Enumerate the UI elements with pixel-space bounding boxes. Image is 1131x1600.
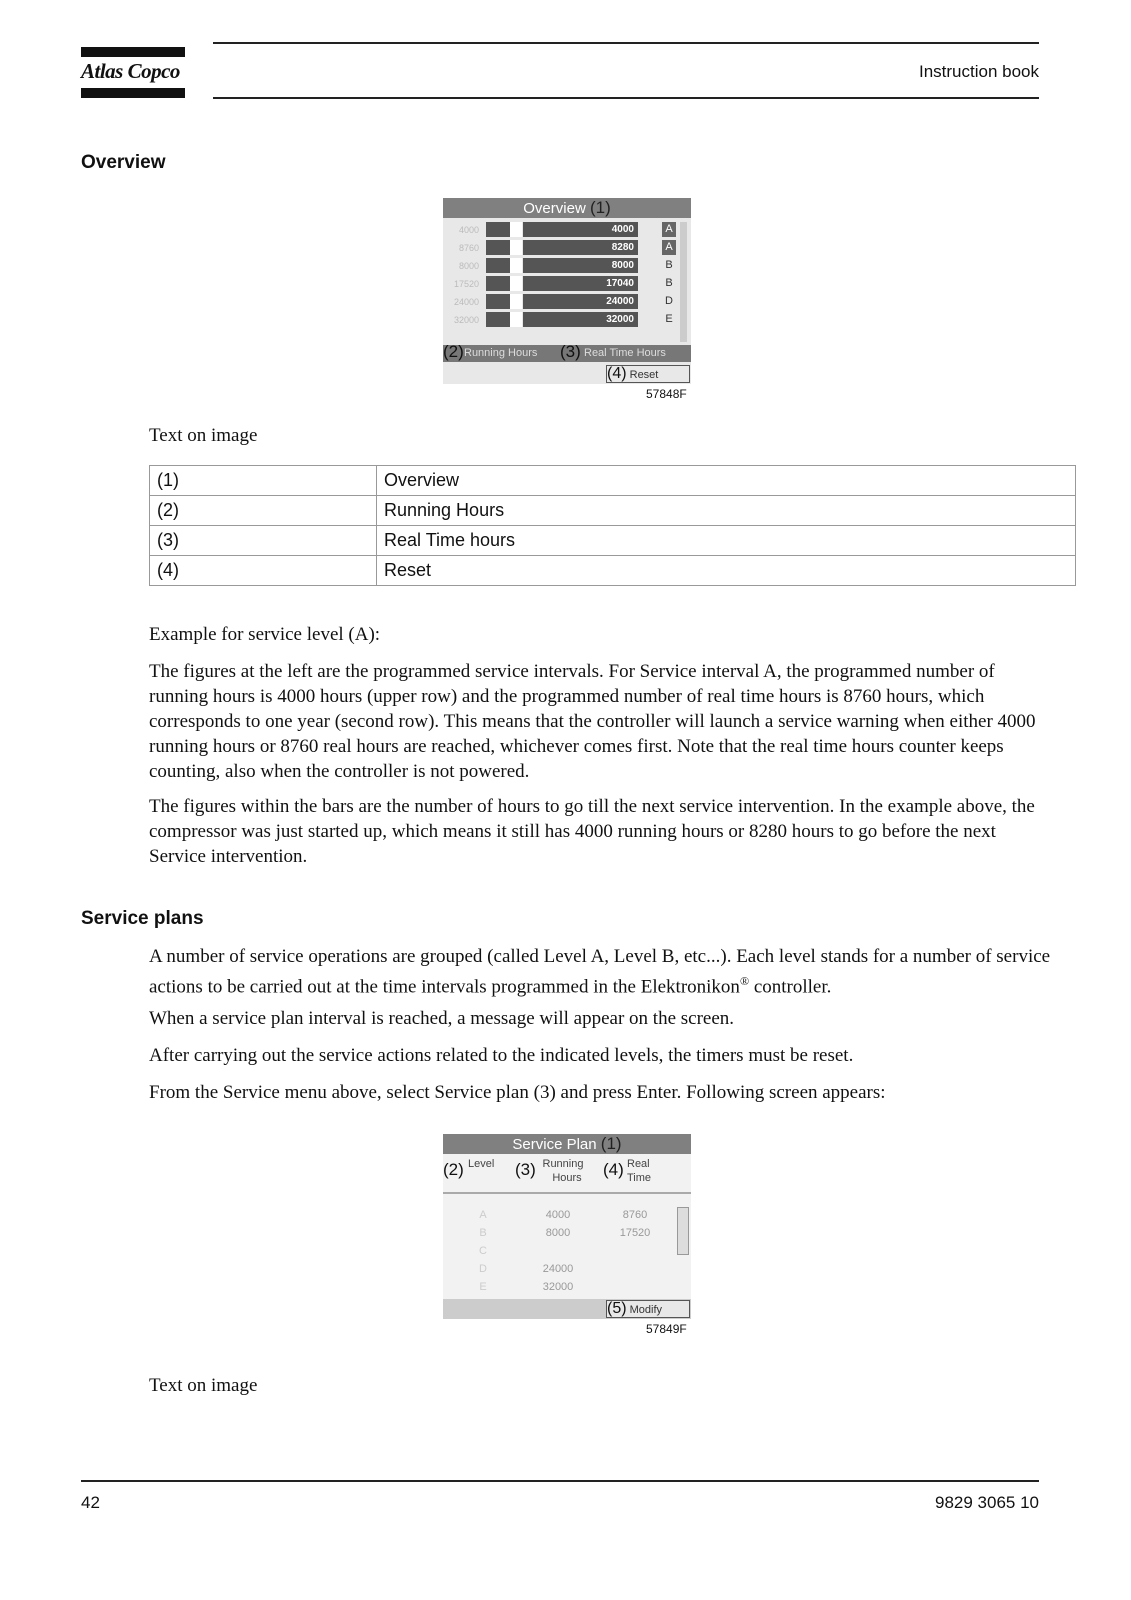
programmed-interval: 4000 — [458, 225, 479, 235]
running-hours-column-header — [538, 1157, 588, 1185]
remaining-hours-bar: 17040 — [523, 276, 638, 291]
callout-1: (1) — [589, 198, 611, 217]
programmed-interval: 32000 — [453, 315, 479, 325]
running-header-line-1: Running — [542, 1158, 584, 1170]
legend-key: (4) — [150, 556, 377, 586]
overview-row — [443, 276, 691, 292]
service-plans-paragraph-1 — [149, 944, 1054, 999]
callout-2: (2) — [443, 342, 464, 361]
legend-value: Real Time hours — [377, 526, 1076, 556]
sp-callout-1: (1) — [600, 1134, 622, 1153]
bar-segment — [486, 240, 510, 255]
level-column-header: Level — [468, 1158, 495, 1170]
service-plans-paragraph-1-main: A number of service operations are grouped (called Level A, Level B, etc...). Each level stands for a number of service actions to be carried out at the time intervals programmed in the Elektronikon — [149, 946, 1051, 998]
overview-screen-title — [443, 198, 691, 218]
overview-paragraph-1: The figures at the left are the programmed service intervals. For Service interval A, the programmed number of running hours is 4000 hours (upper row) and the programmed number of real time hours is 8760 hours, which corresponds to one year (second row). This means that the controller will launch a service warning when either 4000 running hours or 8760 real hours are reached, whichever comes first. Note that the real time hours counter keeps counting, also when the controller is not powered. — [149, 661, 1036, 782]
bar-segment — [486, 222, 510, 237]
programmed-interval: 8760 — [458, 243, 479, 253]
text-on-image-label: Text on image — [149, 425, 258, 446]
plan-real-time: 8760 — [622, 1209, 648, 1221]
service-level: A — [662, 240, 676, 255]
sp-callout-4: (4) — [603, 1160, 624, 1179]
service-plans-heading: Service plans — [81, 908, 204, 929]
logo-bar-bottom — [81, 88, 185, 98]
reset-button[interactable] — [606, 365, 690, 383]
overview-row — [443, 294, 691, 310]
service-plans-paragraph-3: After carrying out the service actions related to the indicated levels, the timers must be reset. — [149, 1045, 854, 1066]
registered-mark: ® — [739, 974, 750, 988]
service-plans-paragraph-4: From the Service menu above, select Service plan (3) and press Enter. Following screen appears: — [149, 1082, 886, 1103]
overview-heading: Overview — [81, 152, 166, 173]
legend-key: (3) — [150, 526, 377, 556]
plan-real-time: 17520 — [619, 1227, 651, 1239]
remaining-hours-bar: 8000 — [523, 258, 638, 273]
bar-gap — [510, 294, 522, 309]
bar-segment — [486, 258, 510, 273]
service-level: A — [662, 222, 676, 237]
plan-running-hours: 24000 — [542, 1263, 574, 1275]
service-plans-paragraph-2: When a service plan interval is reached, a message will appear on the screen. — [149, 1008, 735, 1029]
service-level: B — [665, 259, 673, 271]
page-number: 42 — [81, 1493, 100, 1512]
header-rule-top — [213, 42, 1039, 44]
plan-level: B — [479, 1227, 487, 1239]
overview-row — [443, 312, 691, 328]
legend-value: Running Hours — [377, 496, 1076, 526]
bar-gap — [510, 258, 522, 273]
legend-value: Reset — [377, 556, 1076, 586]
programmed-interval: 17520 — [453, 279, 479, 289]
legend-row — [150, 496, 1076, 526]
legend-key: (1) — [150, 466, 377, 496]
logo-bar-top — [81, 47, 185, 57]
overview-paragraph-2: The figures within the bars are the number of hours to go till the next service intervention. In the example above, the compressor was just started up, which means it still has 4000 running hours or 8280 hours to go before the next Service intervention. — [149, 796, 1035, 867]
plan-level: A — [479, 1209, 487, 1221]
overview-screen — [443, 198, 691, 384]
sp-callout-2: (2) — [443, 1160, 464, 1179]
overview-screen-title-text: Overview — [523, 200, 586, 217]
legend-row — [150, 526, 1076, 556]
service-level: D — [665, 295, 673, 307]
real-time-column-header — [627, 1157, 651, 1185]
service-plan-scrollbar[interactable] — [677, 1207, 689, 1255]
overview-footer — [443, 342, 691, 362]
legend-value: Overview — [377, 466, 1076, 496]
sp-callout-5: (5) — [607, 1300, 627, 1317]
modify-button[interactable] — [606, 1300, 690, 1318]
legend-row — [150, 466, 1076, 496]
bar-segment — [486, 294, 510, 309]
modify-label: Modify — [629, 1304, 663, 1316]
text-on-image-label-2: Text on image — [149, 1375, 258, 1396]
plan-level: C — [479, 1245, 487, 1257]
callout-3: (3) — [560, 342, 581, 361]
running-header-line-2: Hours — [552, 1172, 582, 1184]
document-title: Instruction book — [918, 62, 1039, 81]
bar-gap — [510, 240, 522, 255]
header-rule-bottom — [213, 97, 1039, 99]
legend-row — [150, 556, 1076, 586]
plan-running-hours: 32000 — [542, 1281, 574, 1293]
example-intro: Example for service level (A): — [149, 624, 381, 645]
overview-legend-table — [149, 465, 1076, 586]
document-number: 9829 3065 10 — [935, 1493, 1039, 1512]
legend-body — [150, 466, 1076, 586]
bar-gap — [510, 222, 522, 237]
service-plan-title-text: Service Plan — [512, 1136, 597, 1153]
plan-running-hours: 4000 — [545, 1209, 571, 1221]
programmed-interval: 24000 — [453, 297, 479, 307]
programmed-interval: 8000 — [458, 261, 479, 271]
bar-gap — [510, 276, 522, 291]
legend-key: (2) — [150, 496, 377, 526]
service-plan-screen — [443, 1134, 691, 1319]
header-divider — [443, 1192, 691, 1194]
service-plan-screen-title — [443, 1134, 691, 1154]
service-plans-paragraph-1-end: controller. — [749, 976, 832, 998]
bar-gap — [510, 312, 522, 327]
reset-label: Reset — [629, 369, 659, 381]
sp-callout-3: (3) — [515, 1160, 536, 1179]
bar-segment — [486, 312, 510, 327]
overview-row — [443, 222, 691, 238]
service-level: B — [665, 277, 673, 289]
service-level: E — [665, 313, 673, 325]
real-time-hours-label: Real Time Hours — [584, 347, 666, 359]
remaining-hours-bar: 8280 — [523, 240, 638, 255]
footer-rule — [81, 1480, 1039, 1482]
real-header-line-1: Real — [627, 1158, 650, 1170]
real-header-line-2: Time — [627, 1172, 652, 1184]
overview-row — [443, 240, 691, 256]
remaining-hours-bar: 32000 — [523, 312, 638, 327]
figure-id-service-plan: 57849F — [646, 1322, 687, 1336]
figure-id-overview: 57848F — [646, 387, 687, 401]
remaining-hours-bar: 24000 — [523, 294, 638, 309]
plan-level: D — [479, 1263, 487, 1275]
plan-running-hours: 8000 — [545, 1227, 571, 1239]
atlas-copco-logo: Atlas Copco — [81, 59, 180, 83]
callout-4: (4) — [607, 365, 627, 382]
running-hours-label: Running Hours — [464, 347, 538, 359]
bar-segment — [486, 276, 510, 291]
overview-row — [443, 258, 691, 274]
remaining-hours-bar: 4000 — [523, 222, 638, 237]
overview-scrollbar — [680, 222, 687, 342]
plan-level: E — [479, 1281, 487, 1293]
